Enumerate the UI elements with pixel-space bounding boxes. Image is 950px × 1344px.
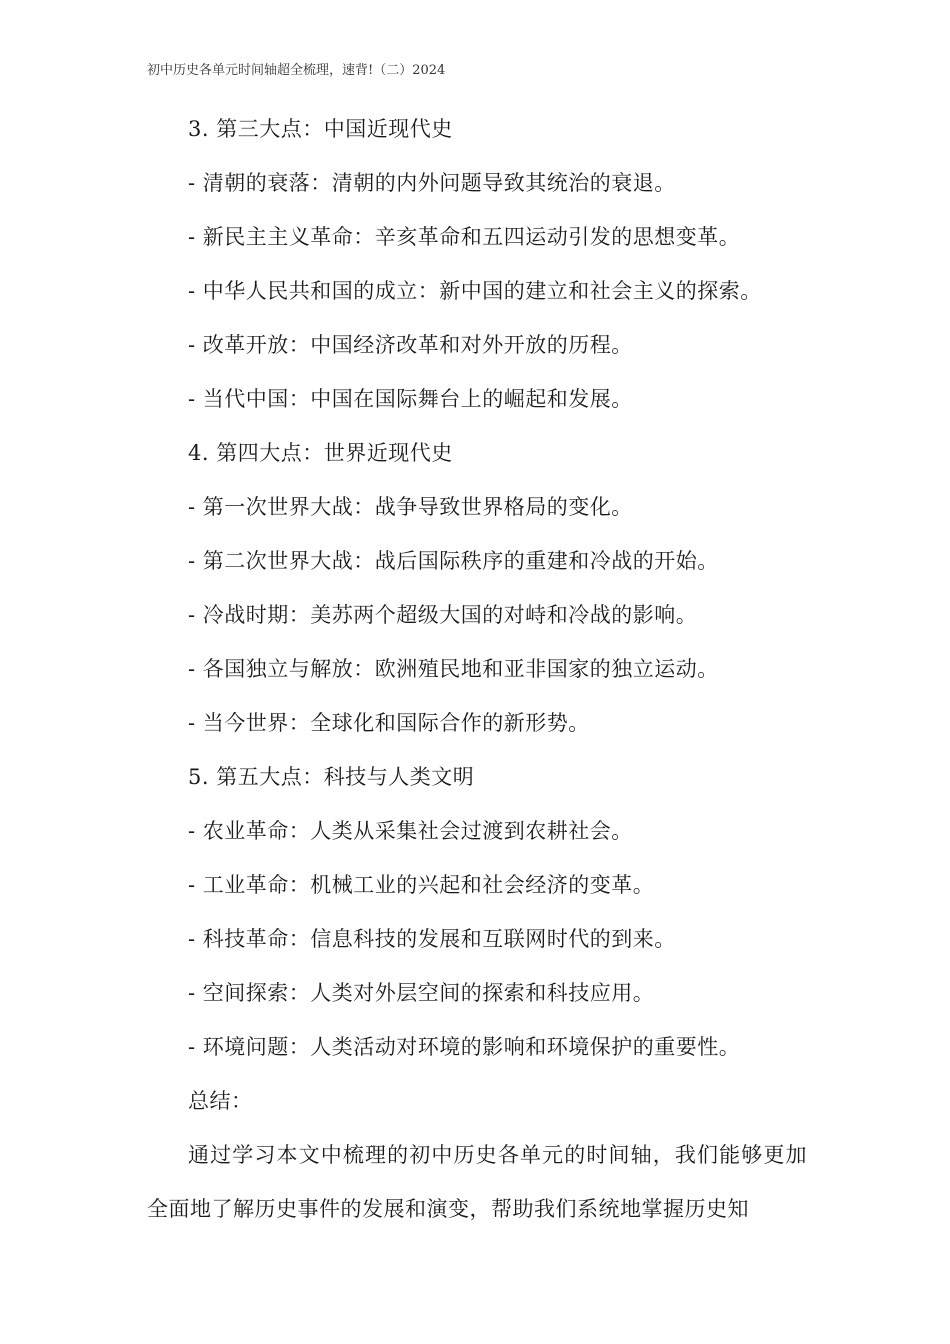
summary-heading: 总结：	[188, 1089, 253, 1113]
list-item: - 中华人民共和国的成立：新中国的建立和社会主义的探索。	[188, 279, 762, 303]
list-item: - 清朝的衰落：清朝的内外问题导致其统治的衰退。	[188, 171, 676, 195]
section-heading-4: 4. 第四大点：世界近现代史	[188, 441, 453, 465]
summary-paragraph: 通过学习本文中梳理的初中历史各单元的时间轴，我们能够更加全面地了解历史事件的发展和演变，帮助我们系统地掌握历史知	[147, 1143, 807, 1221]
list-item: - 当今世界：全球化和国际合作的新形势。	[188, 711, 590, 735]
list-item: - 当代中国：中国在国际舞台上的崛起和发展。	[188, 387, 633, 411]
list-item: - 第一次世界大战：战争导致世界格局的变化。	[188, 495, 633, 519]
list-item: - 冷战时期：美苏两个超级大国的对峙和冷战的影响。	[188, 603, 698, 627]
list-item: - 第二次世界大战：战后国际秩序的重建和冷战的开始。	[188, 549, 719, 573]
list-item: - 科技革命：信息科技的发展和互联网时代的到来。	[188, 927, 676, 951]
list-item: - 改革开放：中国经济改革和对外开放的历程。	[188, 333, 633, 357]
list-item: - 工业革命：机械工业的兴起和社会经济的变革。	[188, 873, 655, 897]
list-item: - 新民主主义革命：辛亥革命和五四运动引发的思想变革。	[188, 225, 741, 249]
page-header: 初中历史各单元时间轴超全梳理，速背!（二）2024	[147, 63, 446, 78]
list-item: - 空间探索：人类对外层空间的探索和科技应用。	[188, 981, 655, 1005]
section-heading-5: 5. 第五大点：科技与人类文明	[188, 765, 475, 789]
list-item: - 各国独立与解放：欧洲殖民地和亚非国家的独立运动。	[188, 657, 719, 681]
list-item: - 环境问题：人类活动对环境的影响和环境保护的重要性。	[188, 1035, 741, 1059]
list-item: - 农业革命：人类从采集社会过渡到农耕社会。	[188, 819, 633, 843]
section-heading-3: 3. 第三大点：中国近现代史	[188, 117, 453, 141]
